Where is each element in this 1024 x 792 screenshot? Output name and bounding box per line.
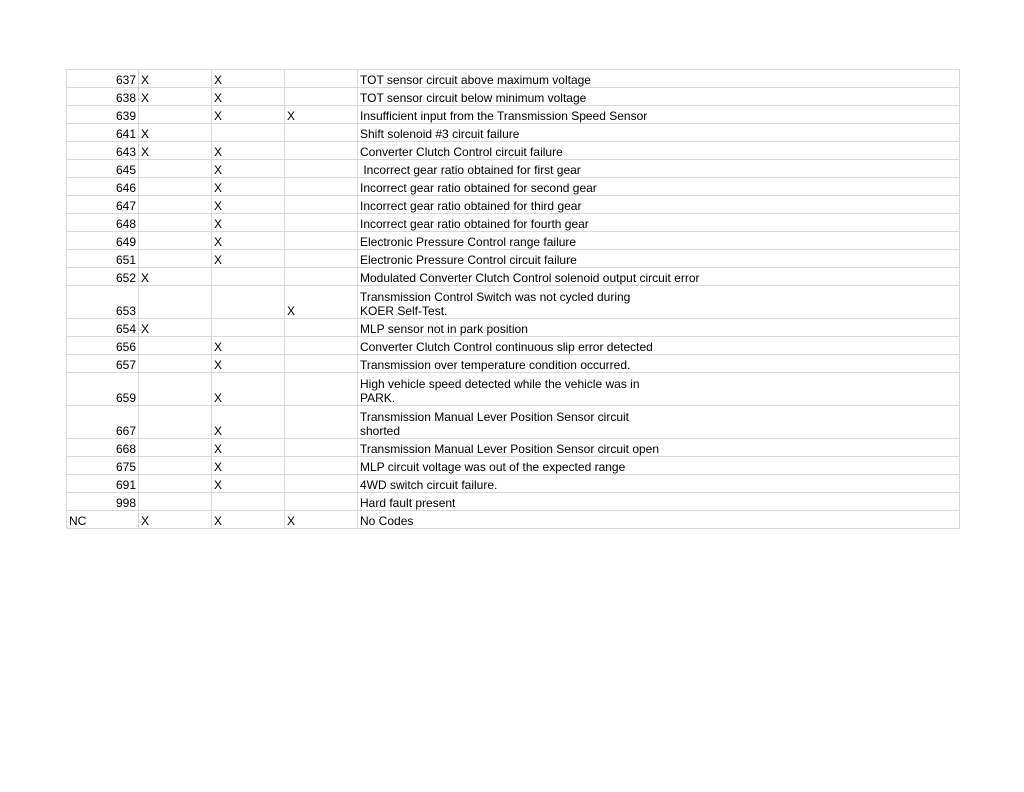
code-cell: 643 (67, 142, 139, 160)
description-cell: Incorrect gear ratio obtained for third gear (358, 196, 960, 214)
description-cell: Incorrect gear ratio obtained for second gear (358, 178, 960, 196)
mark-cell-a (139, 196, 212, 214)
table-row (67, 70, 960, 88)
description-cell: Converter Clutch Control continuous slip error detected (358, 337, 960, 355)
description-cell: Incorrect gear ratio obtained for first gear (358, 160, 960, 178)
table-row (67, 337, 960, 355)
code-cell: 649 (67, 232, 139, 250)
mark-cell-c (285, 88, 358, 106)
description-cell: Transmission Manual Lever Position Sensor circuit shorted (358, 406, 960, 439)
mark-cell-a: X (139, 142, 212, 160)
code-cell: 638 (67, 88, 139, 106)
mark-cell-b: X (212, 439, 285, 457)
mark-cell-b: X (212, 106, 285, 124)
mark-cell-b: X (212, 214, 285, 232)
code-cell: 654 (67, 319, 139, 337)
code-cell: 657 (67, 355, 139, 373)
description-cell: Insufficient input from the Transmission Speed Sensor (358, 106, 960, 124)
mark-cell-c: X (285, 511, 358, 529)
mark-cell-a (139, 373, 212, 406)
mark-cell-a (139, 337, 212, 355)
code-cell: 668 (67, 439, 139, 457)
mark-cell-a (139, 250, 212, 268)
mark-cell-c (285, 214, 358, 232)
table-row (67, 355, 960, 373)
mark-cell-b: X (212, 457, 285, 475)
table-row (67, 88, 960, 106)
mark-cell-c (285, 493, 358, 511)
mark-cell-b (212, 319, 285, 337)
mark-cell-c (285, 160, 358, 178)
mark-cell-b (212, 493, 285, 511)
table-row (67, 319, 960, 337)
mark-cell-c (285, 196, 358, 214)
mark-cell-c (285, 319, 358, 337)
description-cell: Electronic Pressure Control circuit failure (358, 250, 960, 268)
mark-cell-a: X (139, 70, 212, 88)
code-cell: 647 (67, 196, 139, 214)
mark-cell-a: X (139, 124, 212, 142)
mark-cell-b: X (212, 250, 285, 268)
description-cell: MLP sensor not in park position (358, 319, 960, 337)
table-row (67, 511, 960, 529)
code-cell: 648 (67, 214, 139, 232)
table-row (67, 196, 960, 214)
mark-cell-c (285, 406, 358, 439)
code-cell: 637 (67, 70, 139, 88)
mark-cell-b: X (212, 475, 285, 493)
table-row (67, 106, 960, 124)
mark-cell-b: X (212, 337, 285, 355)
code-cell: 639 (67, 106, 139, 124)
mark-cell-b: X (212, 511, 285, 529)
mark-cell-a (139, 232, 212, 250)
code-cell: 646 (67, 178, 139, 196)
mark-cell-a (139, 178, 212, 196)
mark-cell-b: X (212, 88, 285, 106)
description-cell: 4WD switch circuit failure. (358, 475, 960, 493)
description-cell: Hard fault present (358, 493, 960, 511)
table-row (67, 457, 960, 475)
code-cell: 691 (67, 475, 139, 493)
description-cell: Transmission Control Switch was not cycled during KOER Self-Test. (358, 286, 960, 319)
mark-cell-c (285, 373, 358, 406)
mark-cell-b (212, 286, 285, 319)
mark-cell-a (139, 439, 212, 457)
table-body (67, 70, 960, 529)
code-cell: 998 (67, 493, 139, 511)
mark-cell-c (285, 475, 358, 493)
code-cell: 645 (67, 160, 139, 178)
table-row (67, 250, 960, 268)
mark-cell-a: X (139, 511, 212, 529)
description-cell: Transmission over temperature condition occurred. (358, 355, 960, 373)
mark-cell-b: X (212, 178, 285, 196)
mark-cell-a: X (139, 319, 212, 337)
mark-cell-c: X (285, 106, 358, 124)
description-cell: TOT sensor circuit above maximum voltage (358, 70, 960, 88)
mark-cell-c (285, 250, 358, 268)
mark-cell-b: X (212, 70, 285, 88)
table-row (67, 493, 960, 511)
mark-cell-b: X (212, 142, 285, 160)
description-cell: TOT sensor circuit below minimum voltage (358, 88, 960, 106)
mark-cell-c (285, 232, 358, 250)
mark-cell-b: X (212, 355, 285, 373)
code-cell: 675 (67, 457, 139, 475)
code-cell: 641 (67, 124, 139, 142)
mark-cell-b (212, 268, 285, 286)
description-cell: Modulated Converter Clutch Control solenoid output circuit error (358, 268, 960, 286)
mark-cell-a (139, 214, 212, 232)
mark-cell-a (139, 286, 212, 319)
code-cell: 653 (67, 286, 139, 319)
table-row (67, 232, 960, 250)
description-cell: Transmission Manual Lever Position Sensor circuit open (358, 439, 960, 457)
mark-cell-a (139, 355, 212, 373)
table-row (67, 439, 960, 457)
mark-cell-c (285, 268, 358, 286)
mark-cell-c (285, 457, 358, 475)
code-cell: 667 (67, 406, 139, 439)
description-cell: MLP circuit voltage was out of the expected range (358, 457, 960, 475)
mark-cell-b (212, 124, 285, 142)
description-cell: Incorrect gear ratio obtained for fourth gear (358, 214, 960, 232)
code-cell: 652 (67, 268, 139, 286)
table-row (67, 373, 960, 406)
mark-cell-c (285, 178, 358, 196)
trouble-code-table (66, 69, 960, 529)
table-row (67, 286, 960, 319)
mark-cell-a (139, 160, 212, 178)
mark-cell-a: X (139, 88, 212, 106)
mark-cell-c (285, 124, 358, 142)
mark-cell-b: X (212, 196, 285, 214)
code-cell: 656 (67, 337, 139, 355)
mark-cell-c: X (285, 286, 358, 319)
table-row (67, 142, 960, 160)
description-cell: Converter Clutch Control circuit failure (358, 142, 960, 160)
table-row (67, 406, 960, 439)
mark-cell-a (139, 493, 212, 511)
mark-cell-a: X (139, 268, 212, 286)
description-cell: High vehicle speed detected while the vehicle was in PARK. (358, 373, 960, 406)
mark-cell-a (139, 406, 212, 439)
mark-cell-c (285, 355, 358, 373)
description-cell: Electronic Pressure Control range failure (358, 232, 960, 250)
table-row (67, 214, 960, 232)
table-row (67, 160, 960, 178)
mark-cell-c (285, 337, 358, 355)
description-cell: No Codes (358, 511, 960, 529)
mark-cell-b: X (212, 373, 285, 406)
mark-cell-b: X (212, 406, 285, 439)
mark-cell-a (139, 475, 212, 493)
code-cell: 659 (67, 373, 139, 406)
code-cell: NC (67, 511, 139, 529)
description-cell: Shift solenoid #3 circuit failure (358, 124, 960, 142)
table-row (67, 475, 960, 493)
mark-cell-b: X (212, 160, 285, 178)
table-row (67, 178, 960, 196)
mark-cell-c (285, 142, 358, 160)
mark-cell-a (139, 457, 212, 475)
table-row (67, 268, 960, 286)
table-row (67, 124, 960, 142)
code-cell: 651 (67, 250, 139, 268)
mark-cell-b: X (212, 232, 285, 250)
mark-cell-c (285, 70, 358, 88)
mark-cell-c (285, 439, 358, 457)
mark-cell-a (139, 106, 212, 124)
